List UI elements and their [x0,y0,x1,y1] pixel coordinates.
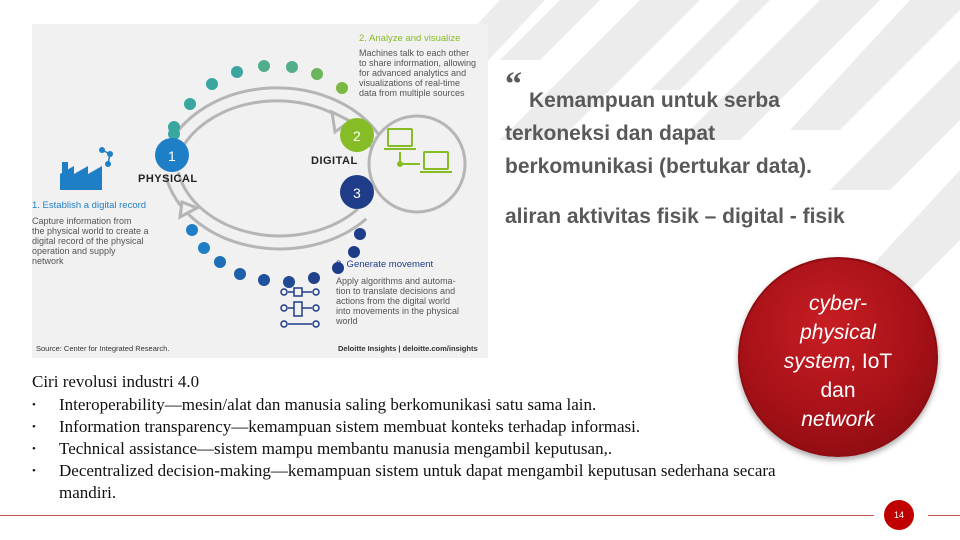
step2-body-5: data from multiple sources [359,88,465,98]
step2-body-2: to share information, allowing [359,58,477,68]
list-item: • Information transparency—kemampuan sistem membuat konteks terhadap informasi. [32,417,641,436]
page-number-badge: 14 [884,500,914,530]
figure-credit: Deloitte Insights | deloitte.com/insights [338,344,478,353]
cps-part-system: system [783,350,851,373]
quote-line-3: berkomunikasi (bertukar data). [505,155,812,178]
cps-part-dan: dan [820,379,856,402]
bullet-icon: • [32,465,36,477]
bullet-icon: • [32,443,36,455]
step2-title: 2. Analyze and visualize [359,33,461,44]
node-3-number: 3 [353,185,361,201]
step1-title: 1. Establish a digital record [32,200,147,211]
figure-source: Source: Center for Integrated Research. [36,344,170,353]
node-1-number: 1 [168,148,176,164]
bullet-icon: • [32,399,36,411]
list-item: • Decentralized decision-making—kemampuan sistem untuk dapat mengambil keputusan sederhana secara mandiri. [32,461,776,502]
footer-line-right [928,515,960,516]
step3-body-3: actions from the digital world [336,296,451,306]
step3-title: 3. Generate movement [336,259,434,270]
list-item: • Technical assistance—sistem mampu membantu manusia mengambil keputusan,. [32,439,613,458]
activity-flow-text: aliran aktivitas fisik – digital - fisik [505,205,845,228]
step3-body-2: tion to translate decisions and [336,286,456,296]
bullet-icon: • [32,421,36,433]
quote-text [505,84,925,183]
quote-line-2: terkoneksi dan dapat [505,122,716,145]
digital-physical-loop-figure [32,24,488,358]
step1-body-2: the physical world to create a [32,226,149,236]
cps-part-network: network [801,408,875,431]
step1-body-5: network [32,256,64,266]
factory-icon [60,147,113,190]
node-2-number: 2 [353,128,361,144]
step1-body-3: digital record of the physical [32,236,144,246]
step3-body-1: Apply algorithms and automa- [336,276,456,286]
step3-body-5: world [336,316,358,326]
step2-body-3: for advanced analytics and [359,68,467,78]
step2-body-4: visualizations of real-time [359,78,461,88]
list-item: • Interoperability—mesin/alat dan manusia saling berkomunikasi satu sama lain. [32,395,597,414]
list-title: Ciri revolusi industri 4.0 [32,372,200,391]
cps-part-physical: physical [800,321,876,344]
cps-part-iot: , IoT [850,350,893,373]
quote-mark: “ [505,66,522,103]
label-digital: DIGITAL [311,155,358,167]
movement-icon [281,288,319,327]
label-physical: PHYSICAL [138,173,198,185]
footer-line [0,515,874,516]
step1-body-1: Capture information from [32,216,132,226]
step1-body-4: operation and supply [32,246,116,256]
step3-body-4: into movements in the physical [336,306,460,316]
quote-line-1: Kemampuan untuk serba [529,89,780,112]
step2-body-1: Machines talk to each other [359,48,470,58]
cps-part-cyber: cyber- [809,292,867,315]
industry-40-characteristics-list [32,394,832,504]
